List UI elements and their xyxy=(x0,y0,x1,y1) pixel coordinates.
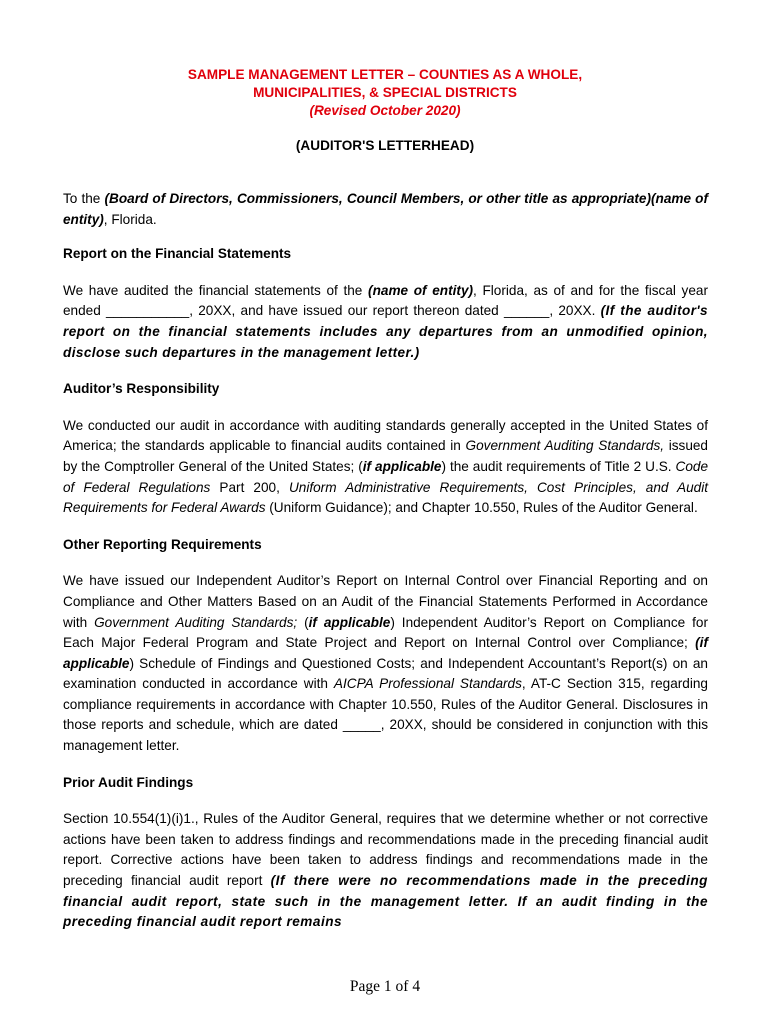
paragraph-responsibility: We conducted our audit in accordance with auditing standards generally accepted in the United States of America; the standards applicable to financial audits contained in Government Auditing Standards, issued by the Comptroller General of the United States; (if applicable) the audit requirements of Title 2 U.S. Code of Federal Regulations Part 200, Uniform Administrative Requirements, Cost Principles, and Audit Requirements for Federal Awards (Uniform Guidance); and Chapter 10.550, Rules of the Auditor General. xyxy=(63,417,709,516)
title-line-1: SAMPLE MANAGEMENT LETTER – COUNTIES AS A WHOLE, xyxy=(187,67,583,82)
heading-report: Report on the Financial Statements xyxy=(63,246,292,262)
entity-instruction: (Board of Directors, Commissioners, Council Members, or other title as appropriate)(name of entity) xyxy=(63,191,708,227)
heading-prior-findings: Prior Audit Findings xyxy=(63,774,194,790)
paragraph-other-reporting: We have issued our Independent Auditor’s Report on Internal Control over Financial Reporting and on Compliance and Other Matters Based on an Audit of the Financial Statements Performed in Accordance with Government Auditing Standards; (if applicable) Independent Auditor’s Report on Compliance for Each Major Federal Program and State Project and Report on Internal Control over Compliance; (if applicable) Schedule of Findings and Questioned Costs; and Independent Accountant’s Report(s) on an examination conducted in accordance with AICPA Professional Standards, AT-C Section 315, regarding compliance requirements in accordance with Chapter 10.550, Rules of the Auditor General. Disclosures in those reports and schedule, which are dated _____, 20XX, should be considered in conjunction with this management letter. xyxy=(63,573,709,754)
title-line-2: MUNICIPALITIES, & SPECIAL DISTRICTS xyxy=(253,85,517,100)
salutation: To the (Board of Directors, Commissioners, Council Members, or other title as appropriate)(name of entity), Florida. xyxy=(63,191,708,227)
instruction-note: (If there were no recommendations made in the preceding financial audit report, state such in the management letter. If an audit finding in the preceding financial audit report remains xyxy=(63,873,708,930)
heading-responsibility: Auditor’s Responsibility xyxy=(63,381,220,397)
page-number: Page 1 of 4 xyxy=(349,978,421,995)
heading-other-reporting: Other Reporting Requirements xyxy=(63,536,262,552)
paragraph-report: We have audited the financial statements of the (name of entity), Florida, as of and for the fiscal year ended ___________, 20XX, and have issued our report thereon dated ______, 20XX. (If the auditor's report on the financial statements includes any departures from an unmodified opinion, disclose such departures in the management letter.) xyxy=(63,282,709,360)
instruction-note: (If the auditor's report on the financial statements includes any departures from an unmodified opinion, disclose such departures in the management letter.) xyxy=(63,303,708,360)
letter-body xyxy=(63,189,708,933)
revision-note: (Revised October 2020) xyxy=(309,103,461,118)
paragraph-prior-findings: Section 10.554(1)(i)1., Rules of the Auditor General, requires that we determine whether or not corrective actions have been taken to address findings and recommendations made in the preceding financial audit report. Corrective actions have been taken to address findings and recommendations made in the preceding financial audit report (If there were no recommendations made in the preceding financial audit report, state such in the management letter. If an audit finding in the preceding financial audit report remains xyxy=(63,811,708,930)
letterhead-placeholder: (AUDITOR'S LETTERHEAD) xyxy=(295,138,475,153)
document-title xyxy=(0,66,770,120)
